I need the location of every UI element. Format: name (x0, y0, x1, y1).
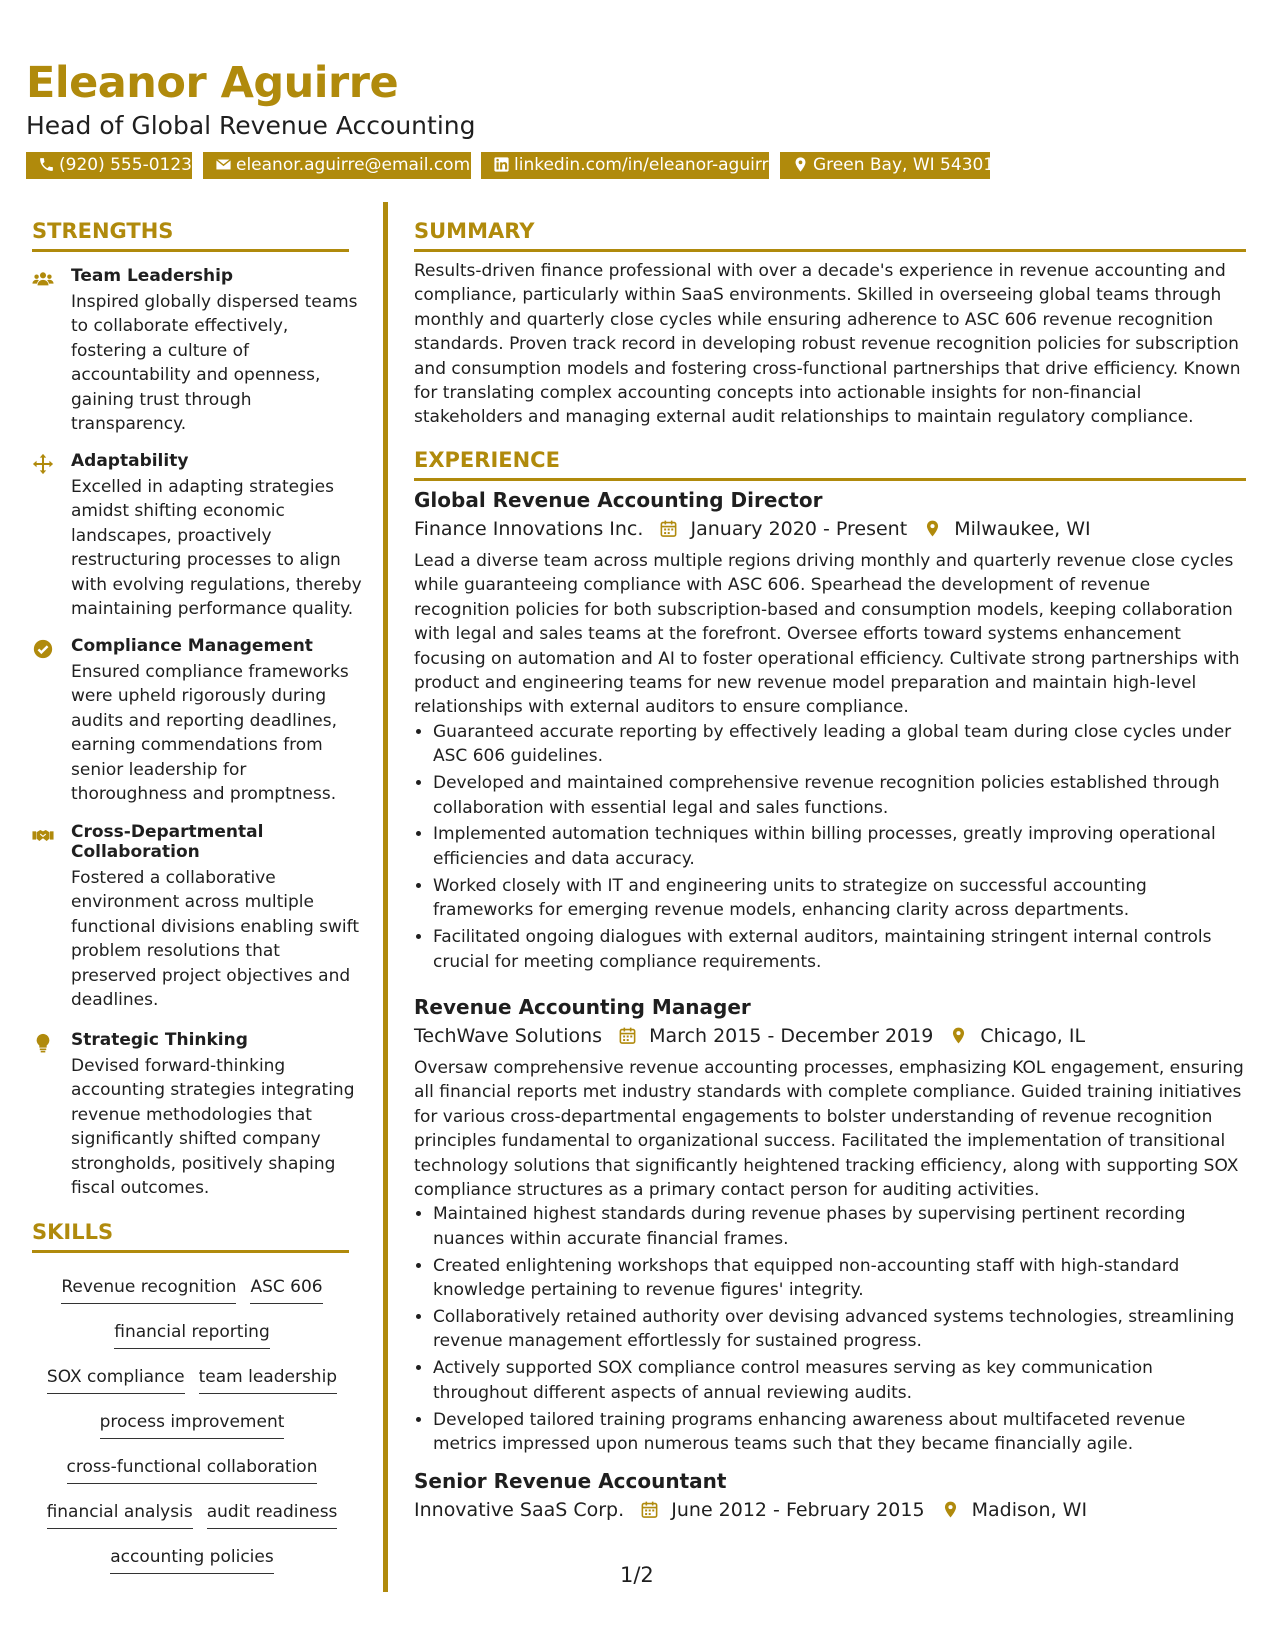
map-pin-icon (792, 156, 809, 173)
summary-heading: SUMMARY (414, 219, 535, 243)
strengths-heading: STRENGTHS (32, 219, 174, 243)
bullet-item: • Facilitated ongoing dialogues with external auditors, maintaining stringent internal controls crucial for meeting compliance requirements. (433, 925, 1246, 974)
skill-tag: team leadership (199, 1365, 338, 1394)
bullet-item: • Created enlightening workshops that equipped non-accounting staff with high-standard knowledge pertaining to revenue figures' integrity. (433, 1254, 1246, 1303)
calendar-icon (618, 1026, 637, 1045)
strength-title: Adaptability (71, 451, 189, 471)
job-company: Innovative SaaS Corp. (414, 1499, 625, 1521)
map-pin-icon (941, 1500, 960, 1519)
summary-text: Results-driven finance professional with over a decade's experience in revenue accounting and compliance, particularly within SaaS environments. Skilled in overseeing global teams through monthly and quarterly close cycles while ensuring adherence to ASC 606 revenue recognition standards. Proven track record in developing robust revenue recognition policies for subscription and consumption models and fostering cross-functional partnerships that drive efficiency. Known for translating complex accounting concepts into actionable insights for non-financial stakeholders and managing external audit relationships to maintain regulatory compliance. (414, 261, 1241, 428)
job-location: Chicago, IL (980, 1025, 1086, 1047)
contact-location-text: Green Bay, WI 54301 (813, 155, 995, 175)
job-location: Milwaukee, WI (954, 518, 1091, 540)
calendar-icon (659, 519, 678, 538)
bullet-item: • Maintained highest standards during revenue phases by supervising pertinent recording nuances within accurate financial frames. (433, 1202, 1246, 1251)
strength-item (32, 636, 362, 806)
bullet-item: • Actively supported SOX compliance control measures serving as key communication throughout different aspects of annual reviewing audits. (433, 1356, 1246, 1405)
job-title: Senior Revenue Accountant (414, 1469, 727, 1493)
phone-icon (38, 156, 55, 173)
skill-tag: Revenue recognition (61, 1275, 236, 1304)
calendar-icon (640, 1500, 659, 1519)
skill-tag: accounting policies (110, 1545, 273, 1574)
job-entry (414, 1469, 1246, 1521)
strength-title: Team Leadership (71, 266, 234, 286)
candidate-title: Head of Global Revenue Accounting (26, 111, 476, 140)
skill-tag: financial reporting (114, 1320, 270, 1349)
bullet-item: • Guaranteed accurate reporting by effectively leading a global team during close cycles under ASC 606 guidelines. (433, 720, 1246, 769)
contact-location (780, 152, 995, 179)
skill-tag: financial analysis (47, 1500, 193, 1529)
strength-description: Fostered a collaborative environment across multiple functional divisions enabling swift problem resolutions that preserved project objectives and deadlines. (71, 868, 359, 1011)
job-description: Oversaw comprehensive revenue accounting processes, emphasizing KOL engagement, ensuring all financial reports met industry standards with complete compliance. Guided training initiatives for various cross-departmental engagements to bolster understanding of revenue recognition principles fundamental to organizational success. Facilitated the implementation of transitional technology solutions that significantly heightened tracking efficiency, along with supporting SOX compliance structures as a primary contact person for auditing activities. (414, 1058, 1244, 1201)
strength-item (32, 1030, 362, 1200)
job-dates: June 2012 - February 2015 (671, 1499, 925, 1521)
column-divider (383, 202, 388, 1592)
lightbulb-icon (32, 1032, 54, 1054)
job-dates: March 2015 - December 2019 (649, 1025, 934, 1047)
skills-heading: SKILLS (32, 1220, 114, 1244)
job-title: Revenue Accounting Manager (414, 995, 751, 1019)
bullet-item: • Developed tailored training programs enhancing awareness about multifaceted revenue metrics impressed upon numerous teams such that they became financially agile. (433, 1408, 1246, 1457)
skill-tag: process improvement (100, 1410, 285, 1439)
map-pin-icon (949, 1026, 968, 1045)
job-dates: January 2020 - Present (690, 518, 908, 540)
job-entry (414, 995, 1246, 1459)
job-meta (414, 518, 1246, 540)
job-location: Madison, WI (971, 1499, 1088, 1521)
contact-linkedin-text: linkedin.com/in/eleanor-aguirre (514, 155, 779, 175)
linkedin-icon (493, 156, 510, 173)
check-circle-icon (32, 638, 54, 660)
page-number: 1/2 (620, 1563, 654, 1587)
job-bullets (414, 1202, 1246, 1456)
summary-rule (414, 249, 1246, 252)
handshake-icon (32, 824, 54, 846)
strength-item (32, 451, 362, 621)
skill-tag: SOX compliance (47, 1365, 185, 1394)
users-icon (32, 268, 54, 290)
map-pin-icon (923, 519, 942, 538)
experience-heading: EXPERIENCE (414, 448, 560, 472)
contact-phone[interactable] (26, 152, 192, 179)
strength-item (32, 266, 362, 436)
strength-description: Ensured compliance frameworks were upheld rigorously during audits and reporting deadlines, earning commendations from senior leadership for thoroughness and promptness. (71, 662, 349, 805)
strength-description: Devised forward-thinking accounting strategies integrating revenue methodologies that significantly shifted company strongholds, positively shaping fiscal outcomes. (71, 1056, 355, 1199)
experience-rule (414, 478, 1246, 481)
job-title: Global Revenue Accounting Director (414, 488, 823, 512)
contact-phone-text: (920) 555-0123 (59, 155, 192, 175)
candidate-name: Eleanor Aguirre (26, 58, 399, 108)
job-company: TechWave Solutions (414, 1025, 603, 1047)
skills-rule (32, 1250, 349, 1253)
job-meta (414, 1499, 1246, 1521)
job-description: Lead a diverse team across multiple regions driving monthly and quarterly revenue close cycles while guaranteeing compliance with ASC 606. Spearhead the development of revenue recognition policies for both subscription-based and consumption models, keeping collaboration with legal and sales teams at the forefront. Oversee efforts toward systems enhancement focusing on automation and AI to foster operational efficiency. Cultivate strong partnerships with product and engineering teams for new revenue model preparation and maintain high-level relationships with external auditors to ensure compliance. (414, 551, 1240, 718)
bullet-item: • Worked closely with IT and engineering units to strategize on successful accounting frameworks for emerging revenue models, enhancing clarity across departments. (433, 874, 1246, 923)
strength-description: Excelled in adapting strategies amidst shifting economic landscapes, proactively restructuring processes to align with evolving regulations, thereby maintaining performance quality. (71, 477, 362, 620)
envelope-icon (215, 156, 232, 173)
strength-description: Inspired globally dispersed teams to collaborate effectively, fostering a culture of accountability and openness, gaining trust through transparency. (71, 292, 358, 435)
strength-title: Compliance Management (71, 636, 313, 656)
skill-tag: ASC 606 (250, 1275, 322, 1304)
job-bullets (414, 720, 1246, 974)
skills-list (32, 1275, 352, 1590)
arrows-move-icon (32, 453, 54, 475)
bullet-item: • Implemented automation techniques within billing processes, greatly improving operational efficiencies and data accuracy. (433, 822, 1246, 871)
contact-email[interactable] (203, 152, 471, 179)
job-meta (414, 1025, 1246, 1047)
skill-tag: cross-functional collaboration (67, 1455, 318, 1484)
job-entry (414, 488, 1246, 976)
contact-email-text: eleanor.aguirre@email.com (236, 155, 471, 175)
strength-item (32, 822, 362, 1012)
contact-linkedin[interactable] (481, 152, 779, 179)
strengths-rule (32, 249, 349, 252)
strength-title: Cross-Departmental Collaboration (71, 822, 264, 862)
skill-tag: audit readiness (207, 1500, 338, 1529)
bullet-item: • Developed and maintained comprehensive revenue recognition policies established through collaboration with essential legal and sales functions. (433, 771, 1246, 820)
job-company: Finance Innovations Inc. (414, 518, 644, 540)
strength-title: Strategic Thinking (71, 1030, 248, 1050)
bullet-item: • Collaboratively retained authority over devising advanced systems technologies, streamlining revenue management effortlessly for sustained progress. (433, 1305, 1246, 1354)
